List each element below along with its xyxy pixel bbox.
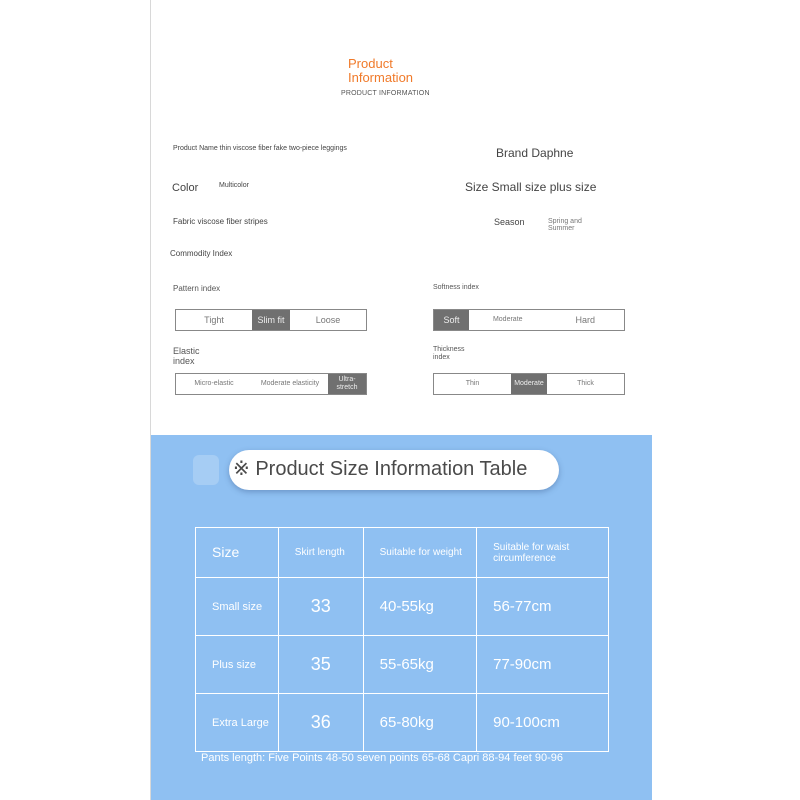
row-skirt-length: 35 bbox=[278, 636, 363, 694]
row-size: Extra Large bbox=[196, 694, 279, 752]
row-waist: 90-100cm bbox=[477, 694, 609, 752]
table-row bbox=[196, 636, 609, 694]
product-info-section bbox=[151, 0, 652, 435]
row-skirt-length: 33 bbox=[278, 578, 363, 636]
product-name: Product Name thin viscose fiber fake two-piece leggings bbox=[173, 145, 347, 152]
decorative-blob bbox=[193, 455, 219, 485]
table-row bbox=[196, 694, 609, 752]
row-weight: 65-80kg bbox=[363, 694, 476, 752]
pattern-option-loose: Loose bbox=[315, 315, 341, 325]
thickness-option-thick: Thick bbox=[577, 380, 594, 387]
softness-option-moderate: Moderate bbox=[492, 316, 523, 323]
softness-index-scale bbox=[433, 309, 625, 331]
thickness-option-moderate: Moderate bbox=[511, 374, 547, 394]
elastic-option-ultra: Ultra-stretch bbox=[328, 374, 366, 394]
row-weight: 55-65kg bbox=[363, 636, 476, 694]
elastic-index-scale bbox=[175, 373, 367, 395]
pattern-option-slim-fit: Slim fit bbox=[252, 310, 290, 330]
color-value: Multicolor bbox=[219, 182, 249, 189]
elastic-option-moderate: Moderate elasticity bbox=[260, 380, 320, 387]
softness-option-hard: Hard bbox=[575, 315, 595, 325]
row-waist: 77-90cm bbox=[477, 636, 609, 694]
header-waist: Suitable for waist circumference bbox=[477, 528, 609, 578]
pattern-option-tight: Tight bbox=[204, 315, 224, 325]
color-label: Color bbox=[172, 182, 199, 194]
row-waist: 56-77cm bbox=[477, 578, 609, 636]
size-table bbox=[195, 527, 609, 752]
size-info: Size Small size plus size bbox=[465, 180, 597, 194]
season-label: Season bbox=[494, 217, 525, 227]
row-weight: 40-55kg bbox=[363, 578, 476, 636]
softness-index-label: Softness index bbox=[433, 284, 479, 291]
thickness-index-label: Thickness index bbox=[433, 346, 465, 361]
pattern-index-label: Pattern index bbox=[173, 284, 221, 293]
thickness-option-thin: Thin bbox=[465, 380, 480, 387]
row-size: Plus size bbox=[196, 636, 279, 694]
fabric: Fabric viscose fiber stripes bbox=[173, 217, 268, 226]
header-size: Size bbox=[196, 528, 279, 578]
row-size: Small size bbox=[196, 578, 279, 636]
elastic-option-micro: Micro-elastic bbox=[194, 380, 234, 387]
product-sheet bbox=[150, 0, 652, 800]
pattern-index-scale bbox=[175, 309, 367, 331]
row-skirt-length: 36 bbox=[278, 694, 363, 752]
size-table-heading: ※ Product Size Information Table bbox=[233, 458, 528, 480]
softness-option-soft: Soft bbox=[434, 310, 469, 330]
commodity-index-heading: Commodity Index bbox=[170, 249, 233, 258]
elastic-index-label: Elastic index bbox=[173, 346, 200, 366]
season-value: Spring and Summer bbox=[548, 218, 582, 232]
header-weight: Suitable for weight bbox=[363, 528, 476, 578]
brand: Brand Daphne bbox=[496, 146, 574, 160]
table-row bbox=[196, 578, 609, 636]
thickness-index-scale bbox=[433, 373, 625, 395]
section-title: Product Information bbox=[348, 56, 414, 85]
table-header-row bbox=[196, 528, 609, 578]
pants-length-footnote: Pants length: Five Points 48-50 seven points 65-68 Capri 88-94 feet 90-96 bbox=[201, 752, 564, 764]
header-skirt-length: Skirt length bbox=[278, 528, 363, 578]
section-subtitle: PRODUCT INFORMATION bbox=[341, 90, 430, 97]
